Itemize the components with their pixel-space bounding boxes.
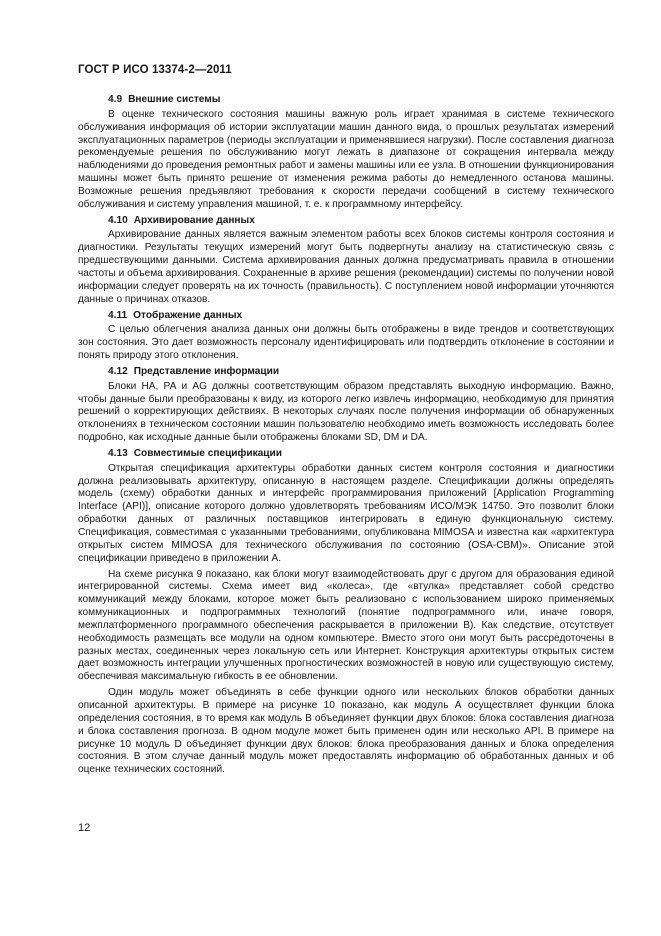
section-number: 4.10 [108, 214, 128, 226]
section-heading [108, 94, 614, 107]
section-heading [108, 448, 614, 461]
paragraph: Один модуль может объединять в себе функции одного или нескольких блоков обработки данных описанной архитектуры. В примере на рисунке 10 показано, как модуль А осуществляет функции блока определения состояния, в то время как модуль В объединяет функции двух блоков: блока составления диагноза и блока составления прогноза. В одном модуле может быть применен один или несколько API. В примере на рисунке 10 модуль D объединяет функции двух блоков: блока преобразования данных и блока определения состояния. В этом случае данный модуль может предоставлять информацию об обработанных данных и об оценке технических состояний. [78, 687, 614, 776]
section-title: Совместимые спецификации [133, 447, 282, 459]
section-number: 4.9 [108, 94, 123, 105]
paragraph: На схеме рисунка 9 показано, как блоки могут взаимодействовать друг с другом для образования единой интегрированной системы. Схема имеет вид «колеса», где «втулка» представляет собой средство коммуникаций между блоками, которое может быть реализовано с использованием широко применяемых коммуникационных и подпрограммных технологий (понятие подпрограммного или, иначе говоря, межплатформенного программного обеспечения раскрывается в приложении В). Как следствие, отсутствует необходимость размещать все модули на одном компьютере. Вместо этого они могут быть рассредоточены в разных местах, соединенных через локальную сеть или Интернет. Конструкция архитектуры открытых систем дает возможность интеграции улучшенных прогностических возможностей в новую или существующую систему, обеспечивая максимальную гибкость в ее обновлении. [78, 568, 614, 683]
paragraph: Блоки НА, РА и AG должны соответствующим образом представлять выходную информацию. Важно, чтобы данные были преобразованы к виду, из которого легко извлечь информацию, необходимую для принятия решений о корректирующих действиях. В некоторых случаях после получения информации об обнаруженных отклонениях в техническом состоянии машин пользователю необходимо иметь возможность исследовать более подробно, как исходные данные были отображены блоками SD, DM и DA. [78, 380, 614, 444]
paragraph: В оценке технического состояния машины важную роль играет хранимая в системе технического обслуживания информация об истории эксплуатации машин данного вида, о прошлых результатах измерений эксплуатационных параметров (периоды эксплуатации и применявшиеся нагрузки). После составления диагноза рекомендуемые решения по обслуживанию могут лежать в диапазоне от сокращения интервала между наблюдениями до проведения ремонтных работ и замены машины или ее узла. В отношении функционирования машины может быть принято решение от изменения режима работы до немедленного останова машины. Возможные решения предъявляют требования к скорости передачи сообщений в систему технического обслуживания и систему управления машиной, т. е. к программному интерфейсу. [78, 108, 614, 210]
document-header: ГОСТ Р ИСО 13374-2—2011 [78, 64, 232, 76]
section-heading [108, 215, 614, 228]
section-number: 4.13 [108, 447, 128, 459]
section-number: 4.11 [108, 309, 128, 321]
section-4-12 [78, 366, 614, 445]
section-title: Представление информации [133, 365, 280, 377]
paragraph: С целью облегчения анализа данных они должны быть отображены в виде трендов и соответствующих зон состояния. Это дает возможность персоналу идентифицировать или подтвердить отклонение в состоянии и понять природу этого отклонения. [78, 324, 614, 362]
section-4-9 [78, 94, 614, 212]
section-4-10 [78, 215, 614, 307]
section-title: Отображение данных [133, 309, 243, 321]
paragraph: Открытая спецификация архитектуры обработки данных систем контроля состояния и диагностики должна реализовывать архитектуру, описанную в настоящем разделе. Спецификации должны определять модель (схему) обработки данных и интерфейс программирования приложений [Application Programming Interface (API)], описание которого должно удовлетворять требованиям ИСО/МЭК 14750. Это позволит блоки обработки данных от различных поставщиков интегрировать в единую функциональную систему. Спецификация, совместимая с указанными требованиями, опубликована MIMOSA и известна как «архитектура открытых систем MIMOSA для технического обслуживания по состоянию (OSA-CBM)». Описание этой спецификации приведено в приложении А. [78, 462, 614, 564]
section-title: Архивирование данных [133, 214, 255, 226]
section-heading [108, 310, 614, 323]
section-number: 4.12 [108, 365, 128, 377]
section-4-13 [78, 448, 614, 777]
section-heading [108, 366, 614, 379]
document-body [78, 94, 614, 780]
section-4-11 [78, 310, 614, 363]
section-title: Внешние системы [128, 94, 221, 105]
page-number: 12 [78, 822, 91, 834]
paragraph: Архивирование данных является важным элементом работы всех блоков системы контроля состояния и диагностики. Результаты текущих измерений могут быть подвергнуты анализу на статистическую связь с предшествующими данными. Система архивирования данных должна предусматривать правила в отношении частоты и объема архивирования. Сохраненные в архиве решения (рекомендации) системы по получении новой информации следует проверять на их точность (правильность). С поступлением новой информации уточняются данные о причинах отказов. [78, 229, 614, 305]
